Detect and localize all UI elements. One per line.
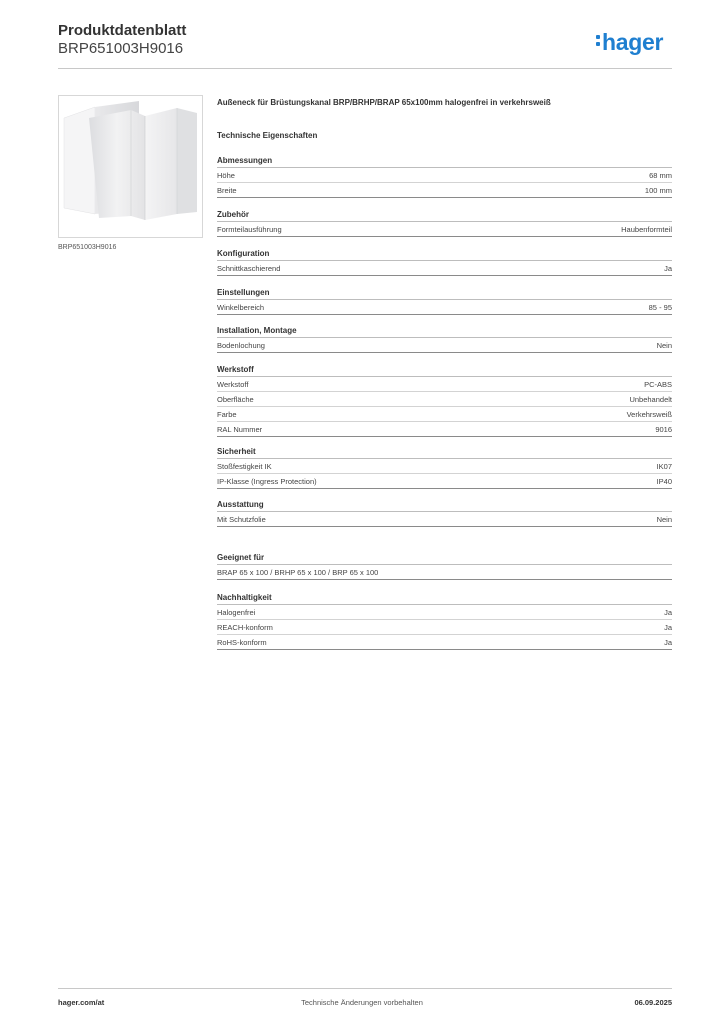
product-image <box>58 95 203 238</box>
property-row <box>217 183 672 198</box>
property-value: Nein <box>656 514 672 524</box>
property-value: Ja <box>664 622 672 632</box>
property-label: Mit Schutzfolie <box>217 514 266 524</box>
property-row <box>217 474 672 489</box>
property-row <box>217 565 672 580</box>
section-title: Nachhaltigkeit <box>217 592 672 605</box>
property-row <box>217 459 672 474</box>
property-label: IP-Klasse (Ingress Protection) <box>217 476 317 486</box>
property-value: 9016 <box>655 424 672 434</box>
property-label: Halogenfrei <box>217 607 256 617</box>
property-label: Breite <box>217 185 237 195</box>
corner-duct-icon <box>59 96 202 237</box>
property-value: Unbehandelt <box>629 394 672 404</box>
logo-colon-icon <box>596 33 601 48</box>
property-label: Bodenlochung <box>217 340 265 350</box>
property-value: PC-ABS <box>644 379 672 389</box>
section <box>217 155 672 198</box>
property-label: Oberfläche <box>217 394 254 404</box>
property-row <box>217 407 672 422</box>
property-row <box>217 338 672 353</box>
property-value: IK07 <box>656 461 672 471</box>
property-label: Farbe <box>217 409 237 419</box>
property-label: Winkelbereich <box>217 302 265 312</box>
property-row <box>217 300 672 315</box>
property-row <box>217 168 672 183</box>
property-label: RAL Nummer <box>217 424 263 434</box>
product-title: Außeneck für Brüstungskanal BRP/BRHP/BRAP 65x100mm halogenfrei in verkehrsweiß <box>217 98 551 107</box>
header-divider <box>58 68 672 69</box>
section-title: Werkstoff <box>217 364 672 377</box>
property-row <box>217 261 672 276</box>
footer-disclaimer: Technische Änderungen vorbehalten <box>301 998 423 1007</box>
section-title: Zubehör <box>217 209 672 222</box>
section-title: Sicherheit <box>217 446 672 459</box>
property-label: Höhe <box>217 170 235 180</box>
property-value: Haubenformteil <box>621 224 672 234</box>
property-row <box>217 222 672 237</box>
property-label: BRAP 65 x 100 / BRHP 65 x 100 / BRP 65 x 100 <box>217 567 379 577</box>
property-row <box>217 377 672 392</box>
property-label: Stoßfestigkeit IK <box>217 461 272 471</box>
section-title: Einstellungen <box>217 287 672 300</box>
section <box>217 446 672 489</box>
property-label: RoHS-konform <box>217 637 267 647</box>
property-value: Ja <box>664 637 672 647</box>
property-label: Schnittkaschierend <box>217 263 281 273</box>
section <box>217 592 672 650</box>
property-value: Nein <box>656 340 672 350</box>
section-title: Installation, Montage <box>217 325 672 338</box>
property-row <box>217 635 672 650</box>
property-value: IP40 <box>656 476 672 486</box>
property-label: Werkstoff <box>217 379 249 389</box>
property-value: 85 - 95 <box>648 302 672 312</box>
section <box>217 364 672 437</box>
technical-properties-heading: Technische Eigenschaften <box>217 131 318 140</box>
image-caption: BRP651003H9016 <box>58 244 117 251</box>
property-row <box>217 422 672 437</box>
section <box>217 248 672 276</box>
footer-divider <box>58 988 672 989</box>
property-row <box>217 512 672 527</box>
property-value: Ja <box>664 607 672 617</box>
property-value: 68 mm <box>649 170 672 180</box>
section-title: Abmessungen <box>217 155 672 168</box>
property-value: 100 mm <box>644 185 672 195</box>
property-label: Formteilausführung <box>217 224 282 234</box>
property-row <box>217 392 672 407</box>
section-title: Ausstattung <box>217 499 672 512</box>
section <box>217 287 672 315</box>
footer-website-link[interactable]: hager.com/at <box>58 998 105 1007</box>
section <box>217 209 672 237</box>
property-label: REACH-konform <box>217 622 273 632</box>
section <box>217 552 672 580</box>
section <box>217 499 672 527</box>
document-code: BRP651003H9016 <box>58 40 184 57</box>
property-value: Ja <box>664 263 672 273</box>
footer-date: 06.09.2025 <box>634 998 672 1007</box>
section-title: Konfiguration <box>217 248 672 261</box>
section-title: Geeignet für <box>217 552 672 565</box>
logo-text: hager <box>602 29 664 55</box>
property-value: Verkehrsweiß <box>626 409 672 419</box>
hager-logo[interactable] <box>596 29 663 56</box>
property-row <box>217 620 672 635</box>
document-title: Produktdatenblatt <box>58 22 187 39</box>
section <box>217 325 672 353</box>
property-row <box>217 605 672 620</box>
